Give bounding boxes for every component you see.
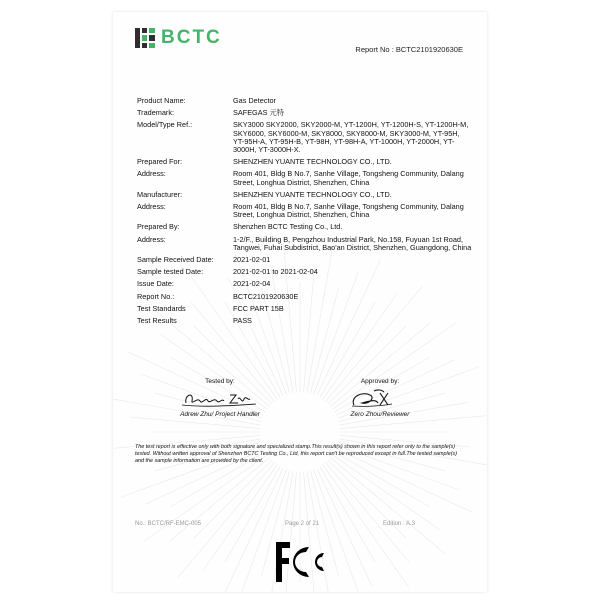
tester-name: Adrew Zhu/ Project Handler xyxy=(180,411,260,418)
info-row xyxy=(137,109,472,117)
watermark-ray xyxy=(320,467,375,562)
info-row xyxy=(137,97,472,105)
page-number: Page 2 of 21 xyxy=(285,521,320,527)
info-label: Report No.: xyxy=(137,291,175,301)
info-value: Gas Detector xyxy=(233,96,276,105)
fcc-logo xyxy=(274,540,326,584)
info-label: Prepared By: xyxy=(137,222,180,232)
info-value: Room 401, Bldg B No.7, Sanhe Village, Tongsheng Community, Dalang Street, Longhua District, Shenzhen, China xyxy=(233,202,464,220)
info-label: Sample Received Date: xyxy=(137,255,214,265)
watermark-ray xyxy=(170,458,270,542)
approved-by-label: Approved by: xyxy=(360,378,400,385)
tester-signature xyxy=(180,387,260,409)
tested-by-block xyxy=(175,378,265,418)
info-value: BCTC2101920630E xyxy=(233,291,299,301)
info-label: Sample tested Date: xyxy=(137,267,204,277)
info-row xyxy=(137,256,472,264)
info-label: Address: xyxy=(137,169,166,179)
watermark-ray xyxy=(144,455,267,541)
info-label: Product Name: xyxy=(137,96,186,105)
info-value: SHENZHEN YUANTE TECHNOLOGY CO., LTD. xyxy=(233,157,392,167)
report-number-header: Report No : BCTC2101920630E xyxy=(355,45,463,54)
approver-signature xyxy=(340,387,420,409)
approved-by-block xyxy=(335,378,425,418)
info-value: SHENZHEN YUANTE TECHNOLOGY CO., LTD. xyxy=(233,189,392,199)
info-row xyxy=(137,158,472,166)
watermark-ray xyxy=(194,460,272,538)
info-row xyxy=(137,203,472,219)
bctc-logo xyxy=(135,27,222,49)
info-value: 2021-02-01 to 2021-02-04 xyxy=(233,267,318,277)
info-label: Test Results xyxy=(137,316,177,326)
approver-name: Zero Zhou/Reviewer xyxy=(350,411,410,418)
info-label: Prepared For: xyxy=(137,157,183,167)
info-value: 2021-02-04 xyxy=(233,279,271,289)
info-row xyxy=(137,317,472,325)
brand-name: BCTC xyxy=(161,27,222,48)
disclaimer-text: The test report is effective only with both signature and specialized stamp.This result(s) shown in this report refer only to the sample(s) tested. Without written approval of Shenzhen BCTC Testing Co., Ltd, this report can't be reproduced except in full.The tested sample(s) and the sample information are provided by the client. xyxy=(135,444,457,465)
info-row xyxy=(137,305,472,313)
info-row xyxy=(137,121,472,154)
info-row xyxy=(137,280,472,288)
info-row xyxy=(137,236,472,252)
watermark-ray xyxy=(225,467,280,562)
info-value: Shenzhen BCTC Testing Co., Ltd. xyxy=(233,222,343,232)
info-value: FCC PART 15B xyxy=(233,303,284,313)
report-page xyxy=(113,12,487,592)
watermark-ray xyxy=(326,463,410,563)
info-value: SAFEGAS 元特 xyxy=(233,108,285,118)
report-info-table xyxy=(137,97,472,329)
info-label: Issue Date: xyxy=(137,279,174,289)
info-row xyxy=(137,223,472,231)
info-label: Address: xyxy=(137,234,166,244)
document-number: No.: BCTC/RF-EMC-005 xyxy=(135,521,202,527)
info-value: 2021-02-01 xyxy=(233,255,271,265)
fcc-logo-text xyxy=(276,583,277,584)
info-row xyxy=(137,170,472,186)
info-row xyxy=(137,191,472,199)
tested-by-label: Tested by: xyxy=(205,378,235,385)
info-value: Room 401, Bldg B No.7, Sanhe Village, Tongsheng Community, Dalang Street, Longhua District, Shenzhen, China xyxy=(233,169,464,187)
info-row xyxy=(137,268,472,276)
signature-area xyxy=(113,378,487,434)
info-row xyxy=(137,293,472,301)
info-label: Manufacturer: xyxy=(137,189,183,199)
info-value: PASS xyxy=(233,316,252,326)
info-label: Address: xyxy=(137,202,166,212)
bctc-grid-icon xyxy=(135,28,155,48)
info-value: 1-2/F., Building B, Pengzhou Industrial Park, No.158, Fuyuan 1st Road, Tangwei, Fuhai Subdistrict, Bao'an District, Shenzhen, Guangdong, China xyxy=(233,234,472,252)
info-value: SKY3000 SKY2000, SKY2000-M, YT-1200H, YT-1200H-S, YT-1200H-M, SKY6000, SKY6000-M, SKY8000, SKY8000-M, SKY3000-M, YT-95H, YT-95H-A, YT-95H-B, YT-98H, YT-98H-A, YT-1000H, YT-2000H, YT-3000H, YT-3000H-X. xyxy=(233,120,469,155)
info-label: Model/Type Ref.: xyxy=(137,120,193,130)
info-label: Trademark: xyxy=(137,108,175,118)
edition-label: Edition : A.3 xyxy=(383,521,416,527)
info-label: Test Standards xyxy=(137,303,186,313)
